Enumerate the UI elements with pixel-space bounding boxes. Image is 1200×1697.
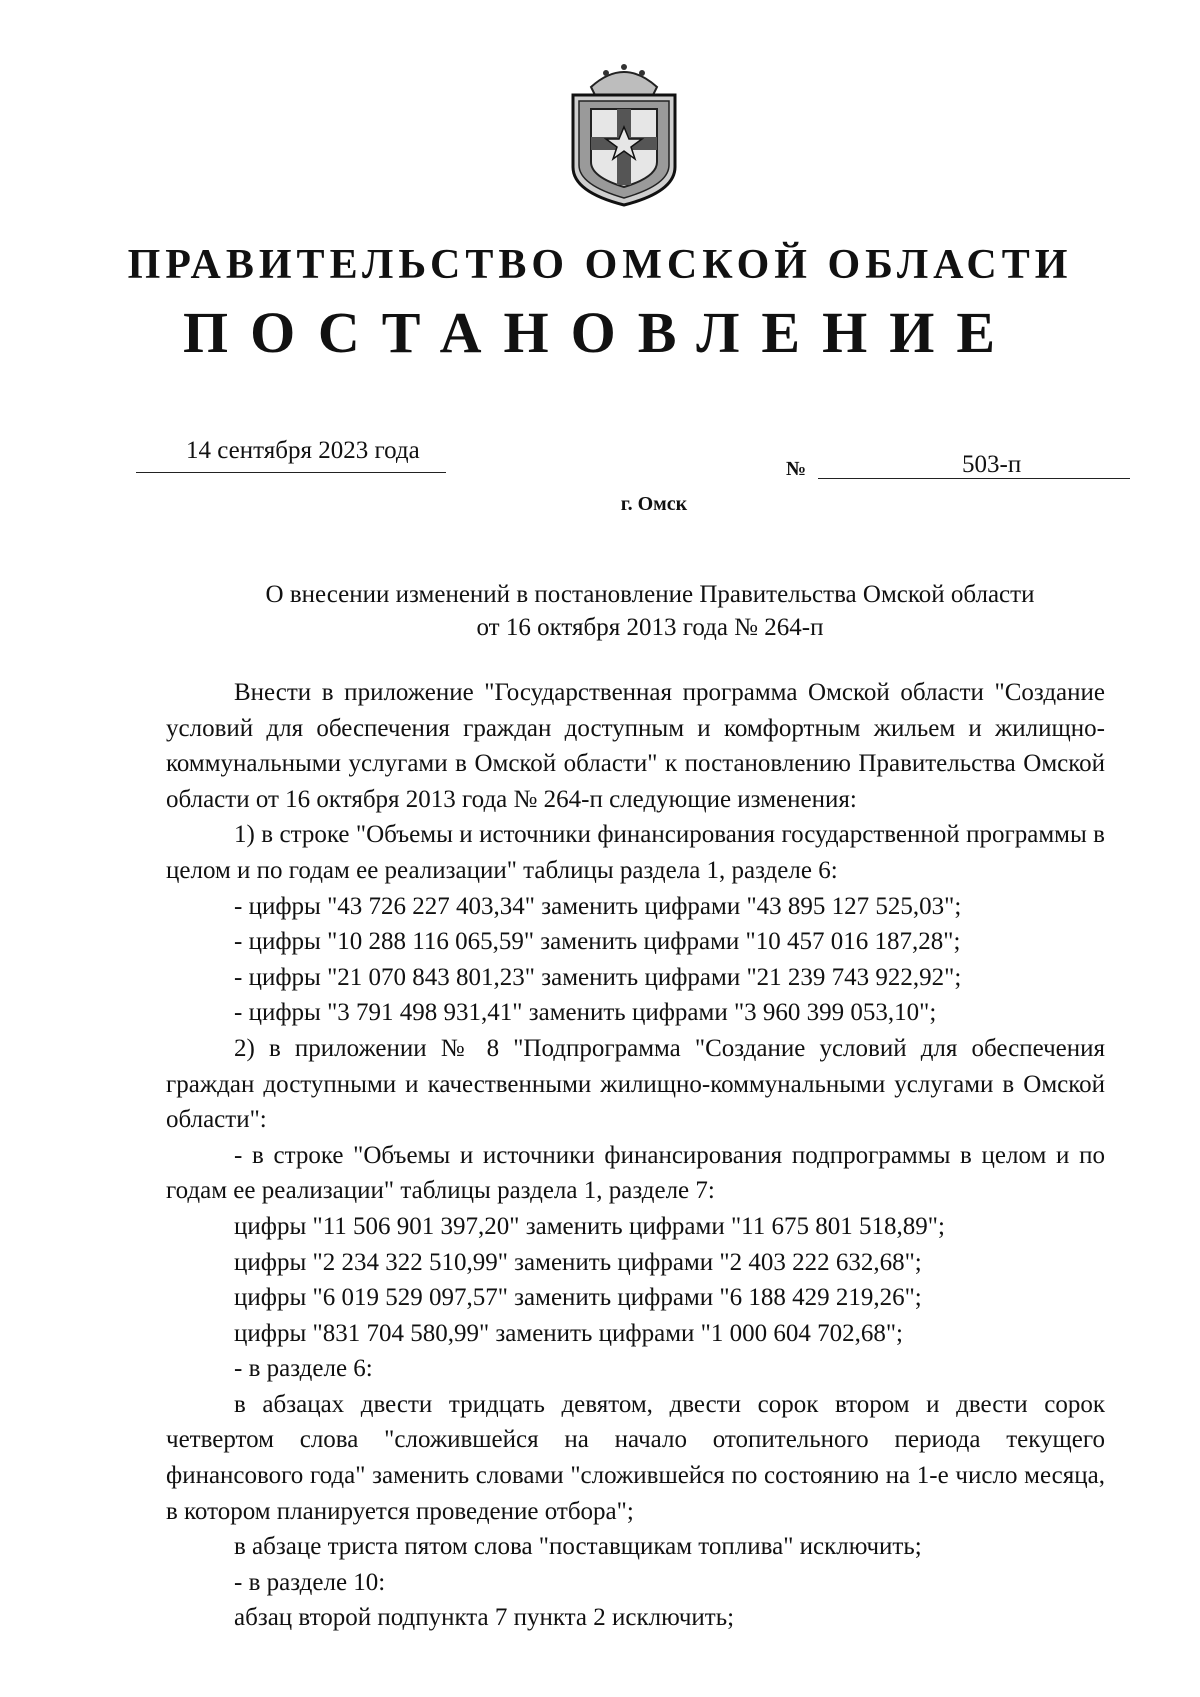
subject-line-1: О внесении изменений в постановление Правительства Омской области (265, 581, 1035, 608)
item-1-line: - цифры "3 791 498 931,41" заменить цифрами "3 960 399 053,10"; (234, 999, 937, 1027)
item-1-line: - цифры "10 288 116 065,59" заменить цифрами "10 457 016 187,28"; (234, 928, 961, 956)
item-2-line: цифры "6 019 529 097,57" заменить цифрами "6 188 429 219,26"; (234, 1284, 922, 1312)
item-2-line: цифры "2 234 322 510,99" заменить цифрами "2 403 222 632,68"; (234, 1248, 922, 1276)
section-10-text: абзац второй подпункта 7 пункта 2 исключить; (234, 1604, 735, 1632)
item-1: 1) в строке "Объемы и источники финансирования государственной программы в целом и по годам ее реализации" таблицы раздела 1, разделе 6: (166, 821, 1105, 884)
government-title: ПРАВИТЕЛЬСТВО ОМСКОЙ ОБЛАСТИ (127, 242, 1073, 288)
document-subject (170, 578, 1130, 644)
document-date: 14 сентября 2023 года (186, 437, 420, 464)
section-6-label: - в разделе 6: (234, 1355, 373, 1383)
coat-of-arms-icon (561, 57, 687, 207)
document-body (166, 675, 1105, 1636)
document-type: ПОСТАНОВЛЕНИЕ (182, 300, 1018, 365)
section-6-text: в абзацах двести тридцать девятом, двести сорок втором и двести сорок четвертом слова "сложившейся на начало отопительного периода текущего финансового года" заменить словами "сложившейся по состоянию на 1-е число месяца, в котором планируется проведение отбора"; (166, 1390, 1105, 1525)
section-6-text-2: в абзаце триста пятом слова "поставщикам топлива" исключить; (234, 1533, 922, 1561)
document-number: 503-п (962, 451, 1022, 478)
item-2-line: цифры "831 704 580,99" заменить цифрами "1 000 604 702,68"; (234, 1319, 903, 1347)
item-2: 2) в приложении № 8 "Подпрограмма "Создание условий для обеспечения граждан доступными и качественными жилищно-коммунальными услугами в Омской области": (166, 1034, 1105, 1134)
intro-paragraph: Внести в приложение "Государственная программа Омской области "Создание условий для обеспечения граждан доступным и комфортным жильем и жилищно-коммунальными услугами в Омской области" к постановлению Правительства Омской области от 16 октября 2013 года № 264-п следующие изменения: (166, 679, 1105, 813)
item-2-row: - в строке "Объемы и источники финансирования подпрограммы в целом и по годам ее реализации" таблицы раздела 1, разделе 7: (166, 1141, 1105, 1205)
city: г. Омск (620, 493, 688, 515)
item-1-line: - цифры "21 070 843 801,23" заменить цифрами "21 239 743 922,92"; (234, 963, 962, 991)
item-1-line: - цифры "43 726 227 403,34" заменить цифрами "43 895 127 525,03"; (234, 892, 962, 920)
section-10-label: - в разделе 10: (234, 1568, 386, 1596)
subject-line-2: от 16 октября 2013 года № 264-п (476, 614, 824, 641)
date-underline (136, 472, 446, 473)
number-sign: № (786, 458, 807, 480)
item-2-line: цифры "11 506 901 397,20" заменить цифрами "11 675 801 518,89"; (234, 1212, 945, 1240)
